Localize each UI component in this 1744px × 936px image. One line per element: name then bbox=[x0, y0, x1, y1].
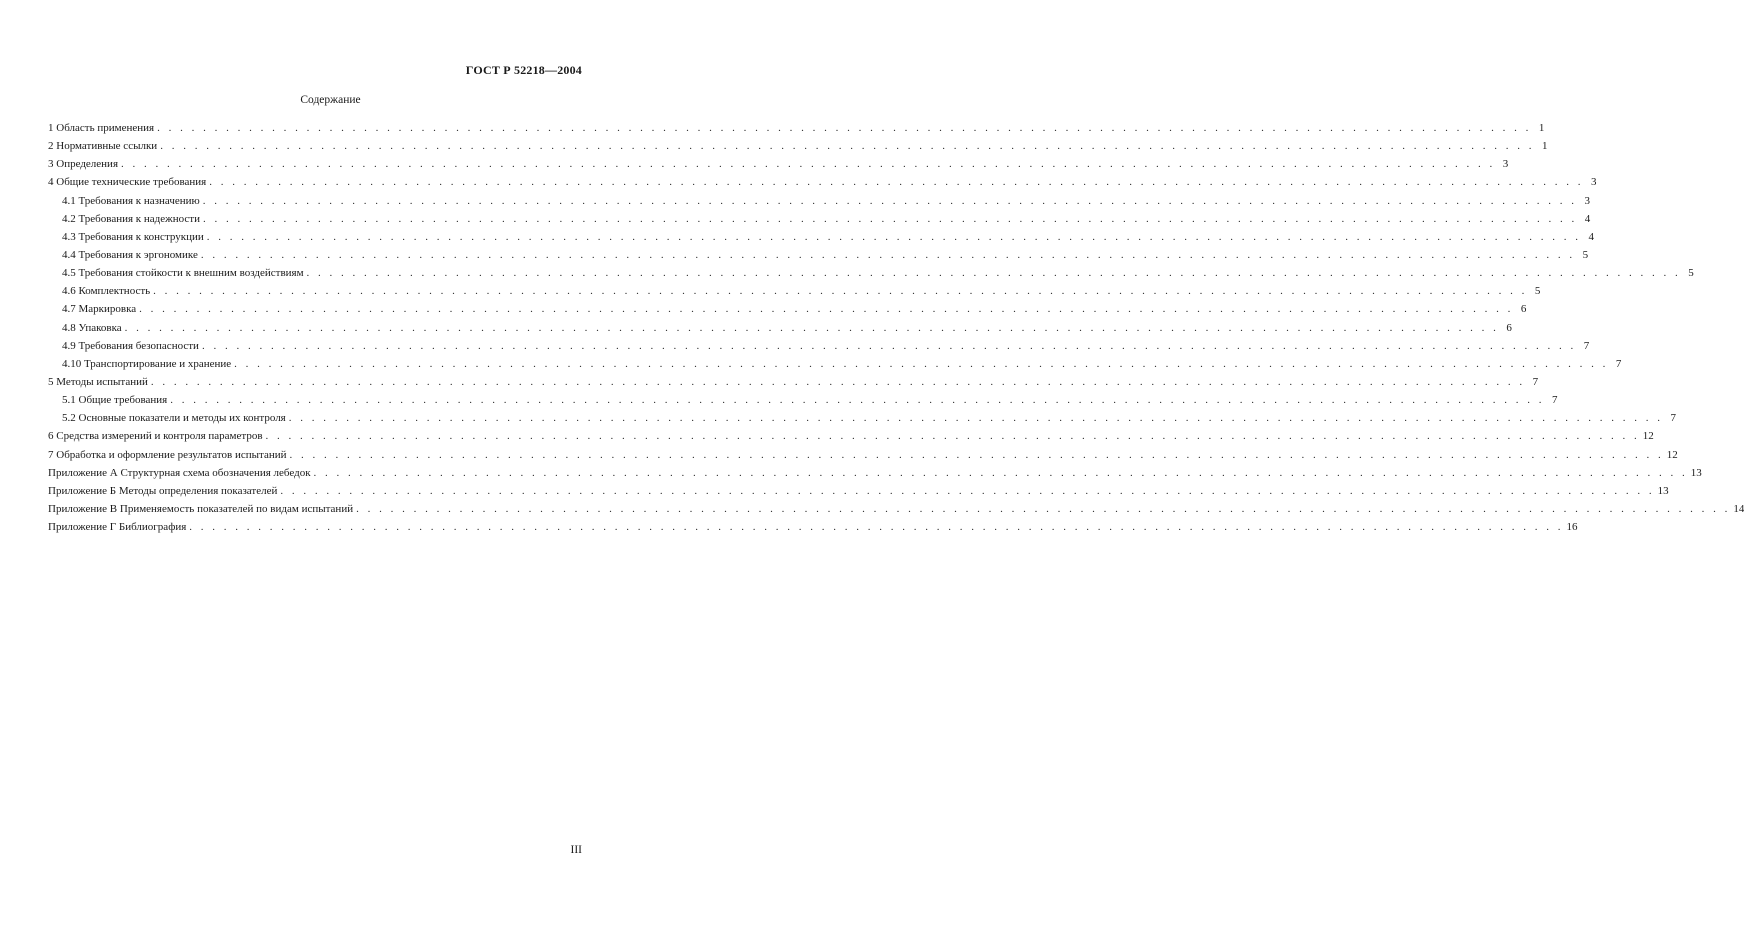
toc-entry bbox=[48, 464, 1702, 482]
toc-dot-leader: . . . . . . . . . . . . . . . . . . . . . . . . . . . . . . . . . . . . . . . . . . . . . . . . . . . . . . . . . . . . . . . . . . . . . . . . . . . . . . . . . . . . . . . . . . . . . . . . . . . . . . . . . . . . . . . . . . . . . . . . bbox=[201, 339, 1577, 352]
toc-entry-page: 4 bbox=[1584, 212, 1591, 225]
toc-entry-page: 3 bbox=[1502, 158, 1509, 171]
toc-entry-label: 4.2 Требования к надежности bbox=[62, 212, 200, 225]
toc-entry-label: 3 Определения bbox=[48, 158, 119, 171]
toc-dot-leader: . . . . . . . . . . . . . . . . . . . . . . . . . . . . . . . . . . . . . . . . . . . . . . . . . . . . . . . . . . . . . . . . . . . . . . . . . . . . . . . . . . . . . . . . . . . . . . . . . . . . . . . . . . . . . . . . . . . . . . . . bbox=[170, 394, 1545, 407]
toc-entry bbox=[48, 391, 1558, 409]
toc-entry bbox=[48, 319, 1512, 337]
toc-entry bbox=[48, 264, 1694, 282]
toc-entry-page: 7 bbox=[1615, 357, 1622, 370]
toc-entry-page: 5 bbox=[1582, 248, 1589, 261]
toc-entry-label: 4.6 Комплектность bbox=[62, 285, 151, 298]
toc-entry bbox=[48, 500, 1744, 518]
toc-entry bbox=[48, 482, 1669, 500]
toc-dot-leader: . . . . . . . . . . . . . . . . . . . . . . . . . . . . . . . . . . . . . . . . . . . . . . . . . . . . . . . . . . . . . . . . . . . . . . . . . . . . . . . . . . . . . . . . . . . . . . . . . . . . . . . . . . . . . . . . . . . . . . . . bbox=[280, 484, 1655, 497]
toc-dot-leader: . . . . . . . . . . . . . . . . . . . . . . . . . . . . . . . . . . . . . . . . . . . . . . . . . . . . . . . . . . . . . . . . . . . . . . . . . . . . . . . . . . . . . . . . . . . . . . . . . . . . . . . . . . . . . . . . . . . . . . . . bbox=[289, 448, 1664, 461]
toc-dot-leader: . . . . . . . . . . . . . . . . . . . . . . . . . . . . . . . . . . . . . . . . . . . . . . . . . . . . . . . . . . . . . . . . . . . . . . . . . . . . . . . . . . . . . . . . . . . . . . . . . . . . . . . . . . . . . . . . . . . . . . . . bbox=[288, 412, 1663, 425]
toc-entry-page: 5 bbox=[1688, 267, 1694, 280]
toc-entry bbox=[48, 409, 1676, 427]
toc-entry-page: 13 bbox=[1657, 484, 1669, 497]
toc-dot-leader: . . . . . . . . . . . . . . . . . . . . . . . . . . . . . . . . . . . . . . . . . . . . . . . . . . . . . . . . . . . . . . . . . . . . . . . . . . . . . . . . . . . . . . . . . . . . . . . . . . . . . . . . . . . . . . . . . . . . . . . . bbox=[265, 430, 1640, 443]
toc-entry-page: 12 bbox=[1642, 430, 1654, 443]
toc-entry-label: 4 Общие технические требования bbox=[48, 176, 207, 189]
toc-entry-label: 7 Обработка и оформление результатов испытаний bbox=[48, 448, 287, 461]
toc-dot-leader: . . . . . . . . . . . . . . . . . . . . . . . . . . . . . . . . . . . . . . . . . . . . . . . . . . . . . . . . . . . . . . . . . . . . . . . . . . . . . . . . . . . . . . . . . . . . . . . . . . . . . . . . . . . . . . . . . . . . . . . . bbox=[356, 502, 1731, 515]
toc-title: Содержание bbox=[300, 94, 361, 106]
toc-dot-leader: . . . . . . . . . . . . . . . . . . . . . . . . . . . . . . . . . . . . . . . . . . . . . . . . . . . . . . . . . . . . . . . . . . . . . . . . . . . . . . . . . . . . . . . . . . . . . . . . . . . . . . . . . . . . . . . . . . . . . . . . bbox=[139, 303, 1514, 316]
toc-dot-leader: . . . . . . . . . . . . . . . . . . . . . . . . . . . . . . . . . . . . . . . . . . . . . . . . . . . . . . . . . . . . . . . . . . . . . . . . . . . . . . . . . . . . . . . . . . . . . . . . . . . . . . . . . . . . . . . . . . . . . . . . bbox=[157, 122, 1532, 134]
toc-entry-label: 4.1 Требования к назначению bbox=[62, 194, 200, 207]
toc-entry-label: 4.10 Транспортирование и хранение bbox=[62, 357, 232, 370]
toc-dot-leader: . . . . . . . . . . . . . . . . . . . . . . . . . . . . . . . . . . . . . . . . . . . . . . . . . . . . . . . . . . . . . . . . . . . . . . . . . . . . . . . . . . . . . . . . . . . . . . . . . . . . . . . . . . . . . . . . . . . . . . . . bbox=[206, 230, 1581, 243]
toc-entry-label: Приложение А Структурная схема обозначения лебедок bbox=[48, 466, 311, 479]
toc-dot-leader: . . . . . . . . . . . . . . . . . . . . . . . . . . . . . . . . . . . . . . . . . . . . . . . . . . . . . . . . . . . . . . . . . . . . . . . . . . . . . . . . . . . . . . . . . . . . . . . . . . . . . . . . . . . . . . . . . . . . . . . . bbox=[160, 140, 1535, 153]
toc-entry-label: Приложение В Применяемость показателей по видам испытаний bbox=[48, 502, 354, 515]
document-header: ГОСТ Р 52218—2004 bbox=[465, 63, 582, 77]
toc-dot-leader: . . . . . . . . . . . . . . . . . . . . . . . . . . . . . . . . . . . . . . . . . . . . . . . . . . . . . . . . . . . . . . . . . . . . . . . . . . . . . . . . . . . . . . . . . . . . . . . . . . . . . . . . . . . . . . . . . . . . . . . . bbox=[234, 357, 1609, 370]
toc-entry-page: 7 bbox=[1583, 339, 1590, 352]
toc-entry-label: 5.1 Общие требования bbox=[62, 394, 168, 407]
toc-entry-label: 6 Средства измерений и контроля параметров bbox=[48, 430, 263, 443]
toc-dot-leader: . . . . . . . . . . . . . . . . . . . . . . . . . . . . . . . . . . . . . . . . . . . . . . . . . . . . . . . . . . . . . . . . . . . . . . . . . . . . . . . . . . . . . . . . . . . . . . . . . . . . . . . . . . . . . . . . . . . . . . . . bbox=[202, 212, 1578, 225]
toc-entry bbox=[48, 155, 1509, 173]
toc-entry bbox=[48, 228, 1594, 246]
toc-entry bbox=[48, 246, 1589, 264]
toc-entry bbox=[48, 173, 1597, 191]
toc-entry bbox=[48, 282, 1541, 300]
toc-entry-page: 16 bbox=[1566, 521, 1578, 534]
toc-entry bbox=[48, 518, 1578, 536]
page-number: III bbox=[570, 844, 582, 856]
toc-entry-label: 4.3 Требования к конструкции bbox=[62, 230, 204, 243]
toc-entry-page: 7 bbox=[1670, 412, 1676, 425]
toc-dot-leader: . . . . . . . . . . . . . . . . . . . . . . . . . . . . . . . . . . . . . . . . . . . . . . . . . . . . . . . . . . . . . . . . . . . . . . . . . . . . . . . . . . . . . . . . . . . . . . . . . . . . . . . . . . . . . . . . . . . . . . . . bbox=[200, 248, 1576, 261]
toc-entry-page: 6 bbox=[1520, 303, 1527, 316]
toc-entry-page: 1 bbox=[1538, 122, 1545, 134]
toc-entry-page: 1 bbox=[1541, 140, 1548, 153]
toc-entry-page: 3 bbox=[1590, 176, 1597, 189]
toc-entry-label: 4.7 Маркировка bbox=[62, 303, 137, 316]
toc-entry bbox=[48, 355, 1622, 373]
table-of-contents bbox=[48, 119, 1744, 536]
toc-entry bbox=[48, 427, 1654, 445]
toc-entry-label: 5 Методы испытаний bbox=[48, 375, 148, 388]
toc-entry-label: 2 Нормативные ссылки bbox=[48, 140, 158, 153]
toc-entry bbox=[48, 137, 1548, 155]
toc-dot-leader: . . . . . . . . . . . . . . . . . . . . . . . . . . . . . . . . . . . . . . . . . . . . . . . . . . . . . . . . . . . . . . . . . . . . . . . . . . . . . . . . . . . . . . . . . . . . . . . . . . . . . . . . . . . . . . . . . . . . . . . . bbox=[306, 267, 1681, 280]
toc-entry-label: 5.2 Основные показатели и методы их контроля bbox=[62, 412, 286, 425]
toc-entry-page: 3 bbox=[1584, 194, 1590, 207]
toc-entry-page: 6 bbox=[1506, 321, 1512, 334]
toc-dot-leader: . . . . . . . . . . . . . . . . . . . . . . . . . . . . . . . . . . . . . . . . . . . . . . . . . . . . . . . . . . . . . . . . . . . . . . . . . . . . . . . . . . . . . . . . . . . . . . . . . . . . . . . . . . . . . . . . . . . . . . . . bbox=[209, 176, 1584, 189]
toc-entry-page: 7 bbox=[1551, 394, 1558, 407]
toc-entry-label: 4.4 Требования к эргономике bbox=[62, 248, 198, 261]
toc-entry bbox=[48, 373, 1539, 391]
toc-entry-label: Приложение Б Методы определения показателей bbox=[48, 484, 278, 497]
toc-dot-leader: . . . . . . . . . . . . . . . . . . . . . . . . . . . . . . . . . . . . . . . . . . . . . . . . . . . . . . . . . . . . . . . . . . . . . . . . . . . . . . . . . . . . . . . . . . . . . . . . . . . . . . . . . . . . . . . . . . . . . . . . bbox=[150, 375, 1526, 388]
toc-entry-page: 5 bbox=[1534, 285, 1541, 298]
toc-entry-page: 13 bbox=[1690, 466, 1702, 479]
toc-dot-leader: . . . . . . . . . . . . . . . . . . . . . . . . . . . . . . . . . . . . . . . . . . . . . . . . . . . . . . . . . . . . . . . . . . . . . . . . . . . . . . . . . . . . . . . . . . . . . . . . . . . . . . . . . . . . . . . . . . . . . . . . bbox=[202, 194, 1577, 207]
toc-entry-label: Приложение Г Библиография bbox=[48, 521, 187, 534]
toc-dot-leader: . . . . . . . . . . . . . . . . . . . . . . . . . . . . . . . . . . . . . . . . . . . . . . . . . . . . . . . . . . . . . . . . . . . . . . . . . . . . . . . . . . . . . . . . . . . . . . . . . . . . . . . . . . . . . . . . . . . . . . . . bbox=[121, 158, 1496, 171]
toc-entry-label: 4.5 Требования стойкости к внешним воздействиям bbox=[62, 267, 304, 280]
toc-entry bbox=[48, 210, 1591, 228]
toc-entry-page: 7 bbox=[1532, 375, 1539, 388]
toc-entry-label: 1 Область применения bbox=[48, 122, 155, 134]
toc-entry bbox=[48, 300, 1527, 318]
toc-entry-page: 4 bbox=[1588, 230, 1594, 243]
toc-entry bbox=[48, 337, 1590, 355]
toc-dot-leader: . . . . . . . . . . . . . . . . . . . . . . . . . . . . . . . . . . . . . . . . . . . . . . . . . . . . . . . . . . . . . . . . . . . . . . . . . . . . . . . . . . . . . . . . . . . . . . . . . . . . . . . . . . . . . . . . . . . . . . . . bbox=[153, 285, 1528, 298]
toc-entry bbox=[48, 446, 1678, 464]
toc-entry-label: 4.9 Требования безопасности bbox=[62, 339, 199, 352]
toc-dot-leader: . . . . . . . . . . . . . . . . . . . . . . . . . . . . . . . . . . . . . . . . . . . . . . . . . . . . . . . . . . . . . . . . . . . . . . . . . . . . . . . . . . . . . . . . . . . . . . . . . . . . . . . . . . . . . . . . . . . . . . . . bbox=[313, 466, 1688, 479]
toc-entry-label: 4.8 Упаковка bbox=[62, 321, 122, 334]
toc-entry-page: 14 bbox=[1733, 502, 1744, 515]
toc-entry-page: 12 bbox=[1666, 448, 1678, 461]
toc-entry bbox=[48, 192, 1590, 210]
toc-entry bbox=[48, 119, 1545, 137]
toc-dot-leader: . . . . . . . . . . . . . . . . . . . . . . . . . . . . . . . . . . . . . . . . . . . . . . . . . . . . . . . . . . . . . . . . . . . . . . . . . . . . . . . . . . . . . . . . . . . . . . . . . . . . . . . . . . . . . . . . . . . . . . . . bbox=[189, 521, 1564, 534]
toc-dot-leader: . . . . . . . . . . . . . . . . . . . . . . . . . . . . . . . . . . . . . . . . . . . . . . . . . . . . . . . . . . . . . . . . . . . . . . . . . . . . . . . . . . . . . . . . . . . . . . . . . . . . . . . . . . . . . . . . . . . . . . . . bbox=[124, 321, 1499, 334]
